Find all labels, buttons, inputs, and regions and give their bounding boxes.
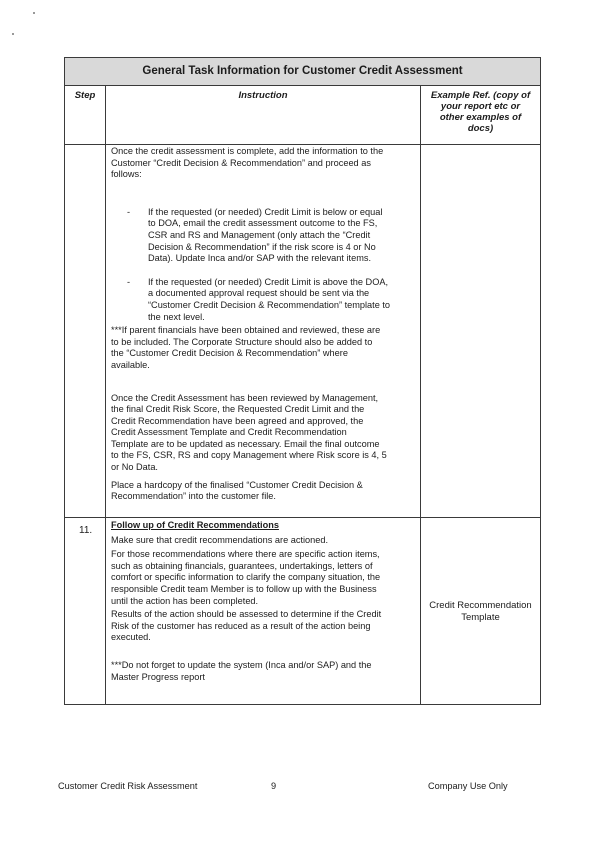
actioned-paragraph: Make sure that credit recommendations are actioned. (111, 534, 329, 545)
bullet-below-doa: - If the requested (or needed) Credit Limit is below or equal to DOA, email the credit assessment outcome to the FS, CSR and RS and Management (only attach the “Credit Decision & Recommendation” if the risk score is 4 or No Data). Update Inca and/or SAP with the relevant items. (127, 206, 383, 264)
footer-classification: Company Use Only (428, 781, 508, 791)
follow-up-paragraph: For those recommendations where there are specific action items, such as obtaining financials, guarantees, undertakings, letters of comfort or specific information to clarify the company situation, the responsible Credit team Member is to follow up with the Business until the action has been completed. (111, 549, 381, 606)
parent-financials-note: ***If parent financials have been obtained and reviewed, these are to be included. The Corporate Structure should also be added to the “Customer Credit Decision & Recommendation” where available. (111, 325, 381, 370)
system-update-note: ***Do not forget to update the system (Inca and/or SAP) and the Master Progress report (111, 659, 372, 682)
header-row-divider (65, 144, 540, 145)
footer-document-title: Customer Credit Risk Assessment (58, 781, 198, 791)
header-example-ref: Example Ref. (copy of your report etc or other examples of docs) (430, 90, 531, 134)
results-paragraph: Results of the action should be assessed to determine if the Credit Risk of the customer has reduced as a result of the action being executed. (111, 609, 382, 643)
bullet-above-doa: - If the requested (or needed) Credit Limit is above the DOA, a documented approval request should be sent via the “Customer Credit Decision & Recommendation” template to the next level. (127, 276, 391, 322)
example-ref-cell: Credit Recommendation Template (429, 600, 532, 623)
scan-speck (33, 12, 35, 14)
section-heading: Follow up of Credit Recommendations (111, 520, 279, 530)
review-paragraph: Once the Credit Assessment has been reviewed by Management, the final Credit Risk Score, the Requested Credit Limit and the Credit Recommendation have been agreed and approved, the Credit Assessment Template and Credit Recommendation Template are to be updated as necessary. Email the final outcome to the FS, CSR, RS and copy Management where Risk score is 4, 5 or No Data. (111, 392, 387, 473)
scan-speck (12, 33, 14, 35)
instruction-cell-row2 (111, 520, 416, 683)
table-title: General Task Information for Customer Credit Assessment (65, 58, 540, 86)
footer-page-number: 9 (271, 781, 277, 791)
step-number: 11. (79, 525, 93, 536)
task-table (64, 57, 541, 705)
row-divider (65, 517, 540, 518)
intro-paragraph: Once the credit assessment is complete, add the information to the Customer “Credit Decision & Recommendation” and proceed as follows: (111, 146, 384, 180)
column-divider-step (105, 85, 106, 704)
header-instruction: Instruction (238, 90, 288, 101)
instruction-cell-row1 (111, 146, 416, 503)
hardcopy-paragraph: Place a hardcopy of the finalised “Customer Credit Decision & Recommendation” into the customer file. (111, 479, 363, 502)
header-step: Step (74, 90, 96, 101)
